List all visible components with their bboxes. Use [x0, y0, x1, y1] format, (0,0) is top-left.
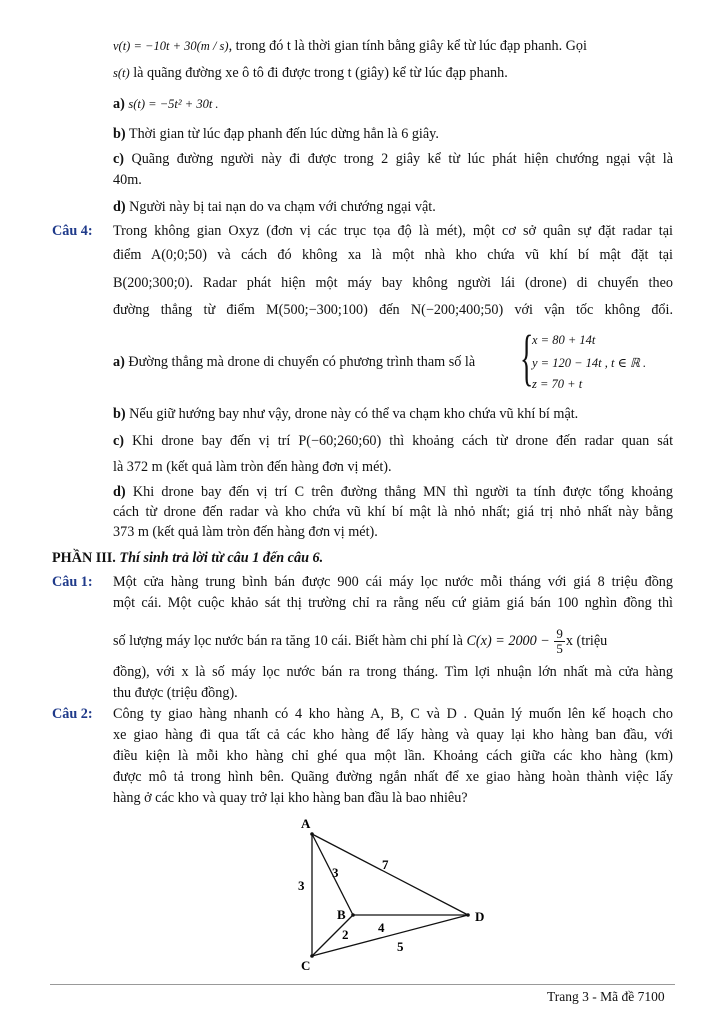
cost-function-fraction — [554, 627, 565, 656]
p3q1-line1: Một cửa hàng trung bình bán được 900 cái máy lọc nước mỗi tháng với giá 8 triệu đồng — [113, 574, 673, 590]
node-b-dot — [351, 913, 355, 917]
system-x-equation: x = 80 + 14t — [532, 333, 596, 347]
q4-option-b-text: Nếu giữ hướng bay như vậy, drone này có thể va chạm kho chứa vũ khí bí mật. — [129, 406, 579, 422]
q3-velocity-line — [113, 37, 587, 55]
p3q1-line3-text: số lượng máy lọc nước bán ra tăng 10 cái. Biết hàm chi phí là — [113, 632, 463, 649]
edge-weight-a-d: 7 — [382, 857, 389, 872]
q4-option-c-line1 — [113, 432, 673, 450]
p3q2-label: Câu 2: — [52, 706, 93, 722]
q4-option-d-line2: cách từ drone đến radar và kho chứa vũ khí bí mật là nhỏ nhất; giá trị nhỏ nhất này bằng — [113, 504, 673, 520]
q4-option-a-text: Đường thẳng mà drone di chuyển có phương trình tham số là — [128, 354, 476, 370]
p3q1-line5: thu được (triệu đồng). — [113, 685, 238, 701]
q3-option-d-text: Người này bị tai nạn do va chạm với chướng ngại vật. — [129, 199, 436, 215]
system-y-equation: y = 120 − 14t , t ∈ ℝ . — [532, 356, 647, 370]
p3q1-line4: đồng), với x là số máy lọc nước bán ra trong tháng. Tìm lợi nhuận lớn nhất mà cửa hàng — [113, 664, 673, 680]
q4-label: Câu 4: — [52, 223, 93, 239]
edge-weight-a-b: 3 — [332, 865, 339, 880]
p3q2-line2: xe giao hàng đi qua tất cả các kho hàng để lấy hàng và quay lại kho hàng ban đầu, với — [113, 727, 673, 743]
q4-line4: đường thẳng từ điểm M(500;−300;100) đến N(−200;400;50) với vận tốc không đổi. — [113, 302, 673, 318]
cost-function-lhs: C(x) = 2000 − — [466, 632, 550, 649]
part3-heading-instruction: Thí sinh trả lời từ câu 1 đến câu 6. — [119, 550, 324, 566]
p3q2-line4: được mô tả trong hình bên. Quãng đường ngắn nhất để xe giao hàng hoàn thành việc lấy — [113, 769, 673, 785]
q4-option-d-text1: Khi drone bay đến vị trí C trên đường thẳng MN thì người ta tính được tổng khoảng — [132, 484, 673, 500]
q4-line3: B(200;300;0). Radar phát hiện một máy bay không người lái (drone) di chuyển theo — [113, 275, 673, 291]
system-z-equation: z = 70 + t — [532, 377, 583, 391]
node-label-a: A — [301, 816, 311, 831]
cost-function-rhs: x (triệu — [565, 632, 608, 649]
node-label-d: D — [475, 909, 485, 924]
q4-option-c-text1: Khi drone bay đến vị trí P(−60;260;60) thì khoảng cách từ drone đến radar quan sát — [132, 433, 674, 449]
graph-labels — [298, 816, 484, 973]
q4-option-a-label: a) — [113, 354, 125, 370]
q3-option-b-label: b) — [113, 126, 126, 142]
fraction-numerator: 9 — [556, 626, 563, 641]
node-label-c: C — [301, 958, 311, 973]
edge-weight-c-d: 5 — [397, 939, 404, 954]
q4-line2: điểm A(0;0;50) và cách đó không xa là một nhà kho chứa vũ khí bí mật đặt tại — [113, 247, 673, 263]
q4-option-c-label: c) — [113, 433, 125, 449]
q3-option-c-line2: 40m. — [113, 172, 142, 188]
edge-weight-a-c: 3 — [298, 878, 305, 893]
q4-option-b — [113, 405, 578, 423]
p3q1-line3 — [113, 627, 607, 656]
q3-option-d-label: d) — [113, 199, 126, 215]
q4-option-d-label: d) — [113, 484, 126, 500]
q4-option-c-line2: là 372 m (kết quả làm tròn đến hàng đơn vị mét). — [113, 459, 392, 475]
node-c-dot — [310, 954, 314, 958]
q3-option-b-text: Thời gian từ lúc đạp phanh đến lúc dừng hẳn là 6 giây. — [128, 126, 439, 142]
part3-heading — [52, 549, 323, 567]
footer-page-number: Trang 3 - Mã đề 7100 — [547, 989, 665, 1004]
p3q2-line1: Công ty giao hàng nhanh có 4 kho hàng A, B, C và D . Quản lý muốn lên kế hoạch cho — [113, 706, 673, 722]
q3-velocity-text: , trong đó t là thời gian tính bằng giây kể từ lúc đạp phanh. Gọi — [228, 38, 587, 54]
p3q2-line5: hàng ở các kho và quay trở lại kho hàng ban đầu là bao nhiêu? — [113, 790, 468, 806]
q3-option-d — [113, 198, 436, 216]
q4-option-a — [113, 353, 475, 371]
q3-option-b — [113, 125, 439, 143]
warehouse-graph — [290, 815, 510, 975]
q4-option-b-label: b) — [113, 406, 126, 422]
q4-option-d-line1 — [113, 483, 673, 501]
q3-velocity-formula: v(t) = −10t + 30(m / s) — [113, 39, 229, 53]
node-a-dot — [310, 832, 314, 836]
q3-option-c-line1 — [113, 150, 673, 168]
node-label-b: B — [337, 907, 346, 922]
footer-rule — [50, 984, 675, 985]
q3-distance-line — [113, 64, 508, 82]
q3-distance-formula: s(t) — [113, 66, 130, 80]
p3q2-line3: điều kiện là mỗi kho hàng chỉ ghé qua một lần. Khoảng cách giữa các kho hàng (km) — [113, 748, 673, 764]
q3-option-a-formula: s(t) = −5t² + 30t . — [128, 97, 219, 111]
edge-weight-b-d: 4 — [378, 920, 385, 935]
q3-option-a-label: a) — [113, 96, 125, 112]
p3q1-line2: một cái. Một cuộc khảo sát thị trường chỉ ra rằng nếu cứ giảm giá bán 100 nghìn đồng thì — [113, 595, 673, 611]
part3-heading-title: PHẦN III. — [52, 550, 116, 566]
fraction-denominator: 5 — [556, 641, 563, 656]
system-brace: { — [520, 324, 534, 392]
p3q1-label: Câu 1: — [52, 574, 93, 590]
edge-c-d — [312, 915, 468, 956]
q3-option-c-label: c) — [113, 151, 125, 167]
q3-option-a — [113, 95, 219, 113]
q4-option-d-line3: 373 m (kết quả làm tròn đến hàng đơn vị mét). — [113, 524, 378, 540]
node-d-dot — [466, 913, 470, 917]
q3-distance-text: là quãng đường xe ô tô đi được trong t (giây) kể từ lúc đạp phanh. — [133, 65, 508, 81]
q3-option-c-text1: Quãng đường người này đi được trong 2 giây kể từ lúc phát hiện chướng ngại vật là — [131, 151, 673, 167]
edge-weight-b-c: 2 — [342, 927, 349, 942]
parametric-system — [520, 324, 690, 395]
q4-line1: Trong không gian Oxyz (đơn vị các trục tọa độ là mét), một cơ sở quân sự đặt radar tại — [113, 223, 673, 239]
